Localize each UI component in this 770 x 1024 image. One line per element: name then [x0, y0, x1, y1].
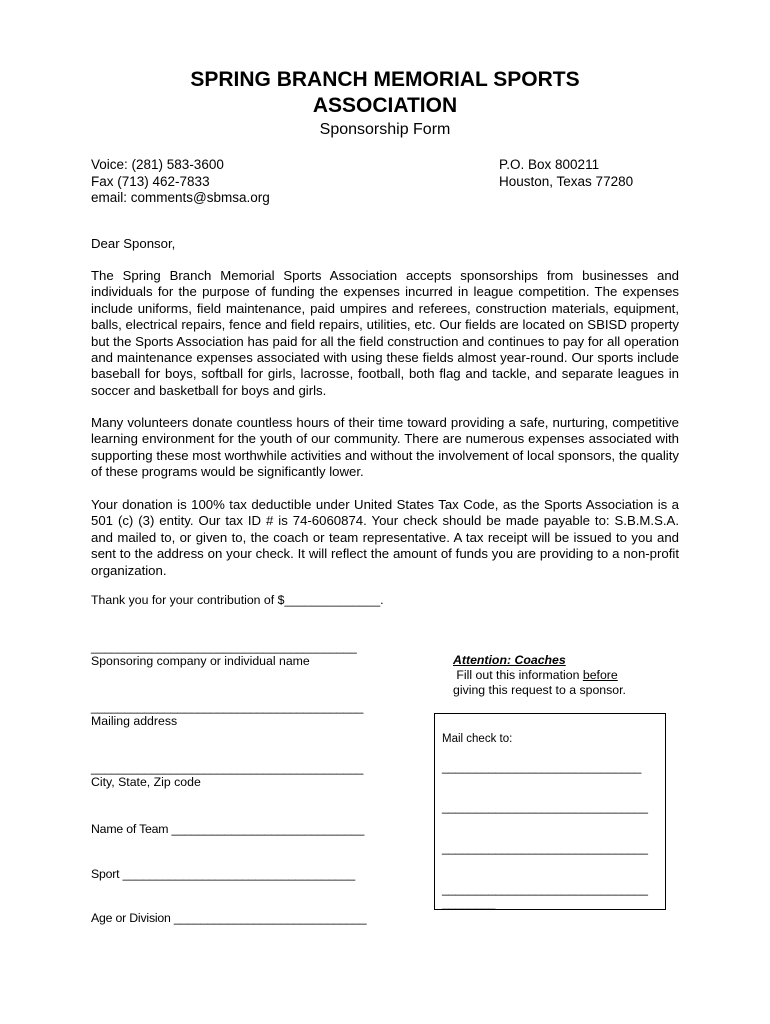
attention-text: Fill out this information: [453, 668, 583, 682]
sponsor-name-line[interactable]: ________________________________________: [91, 640, 357, 654]
attention-before: before: [582, 668, 618, 682]
city-state-zip-label: City, State, Zip code: [91, 775, 201, 789]
mailing-address-label: Mailing address: [91, 714, 178, 728]
mail-line-4[interactable]: _______________________________: [442, 882, 648, 896]
paragraph-2: Many volunteers donate countless hours of their time toward providing a safe, nurturing, competitive learning environment for the youth of our community. There are numerous expenses associated with supporting these most worthwhile activities and without the involvement of local sponsors, the quality of these programs would be significantly lower.: [91, 415, 679, 480]
thank-you-line: Thank you for your contribution of $______________.: [91, 593, 384, 607]
city-state-zip-line[interactable]: _________________________________________: [91, 761, 364, 775]
attention-line-2: giving this request to a sponsor.: [453, 683, 626, 697]
paragraph-1: The Spring Branch Memorial Sports Association accepts sponsorships from businesses and individuals for the purpose of funding the expenses incurred in league competition. The expenses include uniforms, field maintenance, paid umpires and referees, construction materials, equipment, balls, electrical repairs, fence and field repairs, utilities, etc. Our fields are located on SBISD property but the Sports Association has paid for all the field construction and continues to pay for all operation and maintenance expenses associated with using these fields almost year-round. Our sports include baseball for boys, softball for girls, lacrosse, football, both flag and tackle, and separate leagues in soccer and basketball for boys and girls.: [91, 268, 679, 398]
contact-right: [499, 157, 633, 190]
mail-line-5[interactable]: ________: [442, 896, 496, 910]
po-box: P.O. Box 800211: [499, 157, 600, 172]
page-title: SPRING BRANCH MEMORIAL SPORTS: [190, 68, 580, 91]
form-subtitle: Sponsorship Form: [319, 121, 451, 138]
salutation: Dear Sponsor,: [91, 236, 176, 251]
mailing-address-line[interactable]: _________________________________________: [91, 700, 364, 714]
age-division-field[interactable]: Age or Division _____________________________: [91, 911, 367, 925]
voice-number: Voice: (281) 583-3600: [91, 157, 224, 172]
mail-line-2[interactable]: _______________________________: [442, 800, 648, 814]
sponsor-name-label: Sponsoring company or individual name: [91, 654, 310, 668]
page-title-line2: ASSOCIATION: [312, 94, 458, 117]
city-state-zip: Houston, Texas 77280: [499, 173, 634, 189]
mail-line-3[interactable]: _______________________________: [442, 841, 648, 855]
fax-number: Fax (713) 462-7833: [91, 173, 210, 189]
team-name-field[interactable]: Name of Team _____________________________: [91, 822, 365, 836]
contact-left: [91, 157, 270, 207]
mail-check-label: Mail check to:: [442, 733, 513, 745]
paragraph-3: Your donation is 100% tax deductible under United States Tax Code, as the Sports Association is a 501 (c) (3) entity. Our tax ID # is 74-6060874. Your check should be made payable to: S.B.M.S.A. and mailed to, or given to, the coach or team representative. A tax receipt will be issued to you and sent to the address on your check. It will reflect the amount of funds you are providing to a non-profit organization.: [91, 497, 679, 578]
sport-field[interactable]: Sport ___________________________________: [91, 867, 355, 881]
mail-line-1[interactable]: ______________________________: [442, 760, 642, 774]
attention-line-1: [453, 668, 618, 682]
attention-heading: Attention: Coaches: [453, 653, 566, 667]
email-address: email: comments@sbmsa.org: [91, 190, 270, 205]
